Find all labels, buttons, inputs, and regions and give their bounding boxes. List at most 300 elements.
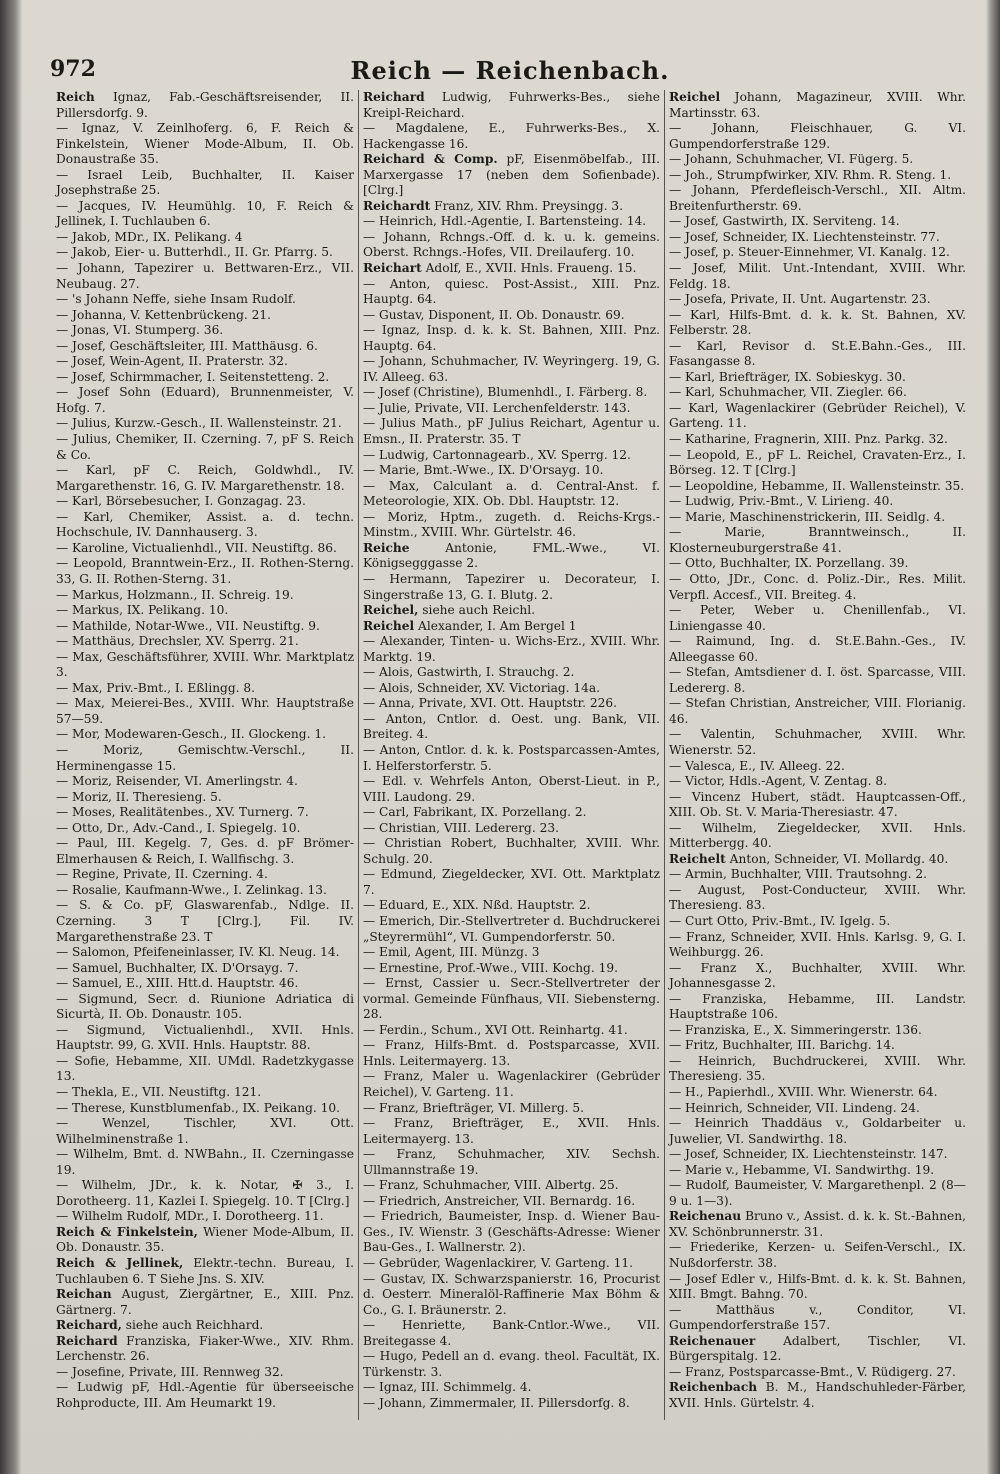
entry-text: — Karoline, Victualienhdl., VII. Neustiftg. 86. [56, 540, 337, 555]
directory-entry [363, 448, 660, 464]
entry-text: — Leopold, E., pF L. Reichel, Cravaten-Erz., I. Börseg. 12. T [Clrg.] [669, 447, 966, 478]
directory-entry [363, 619, 660, 635]
directory-entry [669, 572, 966, 603]
directory-entry [56, 1054, 354, 1085]
directory-entry [56, 354, 354, 370]
directory-entry [363, 541, 660, 572]
directory-entry [56, 696, 354, 727]
entry-text: — Valentin, Schuhmacher, XVIII. Whr. Wienerstr. 52. [669, 727, 966, 757]
directory-entry [669, 1147, 966, 1163]
entry-text: — Wenzel, Tischler, XVI. Ott. Wilhelminenstraße 1. [56, 1116, 354, 1146]
entry-surname: Reichel [363, 618, 415, 633]
directory-entry [363, 961, 660, 977]
entry-text: — Johann, Pferdefleisch-Verschl., XII. Altm. Breitenfurtherstr. 69. [669, 183, 966, 213]
entry-surname: Reiche [363, 540, 410, 555]
directory-entry [363, 1209, 660, 1256]
entry-text: Ludwig, Fuhrwerks-Bes., siehe Kreipl-Reichard. [363, 90, 660, 120]
directory-entry [363, 696, 660, 712]
directory-entry [363, 914, 660, 945]
entry-text: — Franz, Schneider, XVII. Hnls. Karlsg. 9, G. I. Weihburgg. 26. [669, 929, 966, 960]
directory-entry [56, 385, 354, 416]
entry-text: — Otto, JDr., Conc. d. Poliz.-Dir., Res. Milit. Verpfl. Accesf., VII. Breiteg. 4. [669, 571, 966, 602]
entry-text: — Anton, Cntlor. d. Oest. ung. Bank, VII. Breiteg. 4. [363, 711, 660, 742]
entry-text: — Karl, Schuhmacher, VII. Ziegler. 66. [669, 385, 907, 400]
entry-text: — Jonas, VI. Stumperg. 36. [56, 323, 224, 338]
entry-text: — Franz, Hilfs-Bmt. d. Postsparcasse, XVII. Hnls. Leitermayerg. 13. [363, 1038, 660, 1068]
directory-entry [363, 945, 660, 961]
directory-entry [363, 774, 660, 805]
directory-entry [56, 199, 354, 230]
entry-text: — Mor, Modewaren-Gesch., II. Glockeng. 1. [56, 727, 326, 742]
entry-text: Antonie, FML.-Wwe., VI. Königsegggasse 2. [363, 540, 660, 571]
entry-text: — Otto, Buchhalter, IX. Porzellang. 39. [669, 556, 909, 571]
directory-entry [669, 759, 966, 775]
directory-entry [56, 976, 354, 992]
entry-text: — August, Post-Conducteur, XVIII. Whr. Theresieng. 83. [669, 882, 966, 913]
entry-text: — Eduard, E., XIX. Nßd. Hauptstr. 2. [363, 898, 591, 913]
entry-text: — Heinrich, Schneider, VII. Lindeng. 24. [669, 1100, 920, 1115]
directory-entry [363, 1272, 660, 1319]
entry-text: — Christian Robert, Buchhalter, XVIII. Whr. Schulg. 20. [363, 836, 660, 866]
directory-entry [56, 168, 354, 199]
entry-surname: Reich & Finkelstein, [56, 1224, 198, 1239]
entry-text: — Leopold, Branntwein-Erz., II. Rothen-Sterng. 33, G. II. Rothen-Sterng. 31. [56, 556, 354, 586]
entry-text: — Franz, Maler u. Wagenlackirer (Gebrüder Reichel), V. Garteng. 11. [363, 1069, 660, 1099]
entry-text: — Fritz, Buchhalter, III. Barichg. 14. [669, 1038, 895, 1053]
entry-text: — Ludwig, Cartonnagearb., XV. Sperrg. 12. [363, 447, 631, 462]
entry-surname: Reichel [669, 90, 721, 104]
directory-entry [363, 1256, 660, 1272]
entry-text: — Gustav, IX. Schwarzspanierstr. 16, Procurist d. Oesterr. Mineralöl-Raffinerie Max Böhm & Co., G. I. Bräunerstr. 2. [363, 1271, 660, 1317]
directory-entry [669, 230, 966, 246]
directory-entry [363, 385, 660, 401]
directory-entry [363, 634, 660, 665]
entry-text: — Mathilde, Notar-Wwe., VII. Neustiftg. 9. [56, 618, 320, 633]
entry-text: — Ludwig pF, Hdl.-Agentie für überseeische Rohproducte, III. Am Heumarkt 19. [56, 1380, 354, 1410]
directory-entry [363, 1318, 660, 1349]
directory-entry [363, 1069, 660, 1100]
directory-entry [669, 992, 966, 1023]
directory-entry [669, 1272, 966, 1303]
entry-text: — Josefine, Private, III. Rennweg 32. [56, 1364, 284, 1379]
directory-entry [56, 867, 354, 883]
directory-entry [669, 90, 966, 121]
directory-entry [56, 1256, 354, 1287]
directory-entry [363, 479, 660, 510]
entry-surname: Reichenbach [669, 1380, 758, 1395]
directory-entry [56, 588, 354, 604]
directory-entry [56, 992, 354, 1023]
entry-text: — Julius, Kurzw.-Gesch., II. Wallensteinstr. 21. [56, 416, 342, 431]
entry-text: — Anton, Cntlor. d. k. k. Postsparcassen-Amtes, I. Helferstorferstr. 5. [363, 742, 660, 773]
entry-text: — Ignaz, V. Zeinlhoferg. 6, F. Reich & Finkelstein, Wiener Mode-Album, II. Ob. Donaustraße 35. [56, 121, 354, 167]
entry-text: — Moriz, Hptm., zugeth. d. Reichs-Krgs.-Minstm., XVIII. Whr. Gürtelstr. 46. [363, 509, 660, 540]
entry-text: — Franz, Briefträger, VI. Millerg. 5. [363, 1100, 585, 1115]
directory-entry [56, 121, 354, 168]
entry-text: — Samuel, E., XIII. Htt.d. Hauptstr. 46. [56, 976, 299, 991]
entry-text: — Ignaz, Insp. d. k. k. St. Bahnen, XIII. Pnz. Hauptg. 64. [363, 323, 660, 353]
entry-text: — Salomon, Pfeifeneinlasser, IV. Kl. Neug. 14. [56, 945, 340, 960]
directory-entry [363, 1116, 660, 1147]
entry-text: — Magdalene, E., Fuhrwerks-Bes., X. Hackengasse 16. [363, 121, 660, 151]
directory-entry [669, 308, 966, 339]
directory-entry [56, 1147, 354, 1178]
entry-text: Adolf, E., XVII. Hnls. Fraueng. 15. [421, 261, 637, 276]
entry-surname: Reichel, [363, 603, 419, 618]
entry-text: — Matthäus v., Conditor, VI. Gumpendorferstraße 157. [669, 1302, 966, 1333]
directory-entry [363, 743, 660, 774]
entry-text: — Josef, Wein-Agent, II. Praterstr. 32. [56, 354, 288, 369]
running-head-title: Reich — Reichenbach. [350, 56, 670, 85]
entry-text: — Friederike, Kerzen- u. Seifen-Verschl., IX. Nußdorferstr. 38. [669, 1240, 966, 1271]
directory-entry [56, 1225, 354, 1256]
entry-text: — Heinrich, Buchdruckerei, XVIII. Whr. Theresieng. 35. [669, 1053, 966, 1084]
directory-entry [363, 463, 660, 479]
entry-text: — Regine, Private, II. Czerning. 4. [56, 867, 268, 882]
directory-entry [669, 930, 966, 961]
directory-entry [56, 463, 354, 494]
entry-text: — Rudolf, Baumeister, V. Margarethenpl. 2 (8—9 u. 1—3). [669, 1178, 966, 1208]
directory-entry [669, 696, 966, 727]
directory-entry [669, 883, 966, 914]
entry-text: — Heinrich Thaddäus v., Goldarbeiter u. Juwelier, VI. Sandwirthg. 18. [669, 1116, 966, 1146]
entry-text: — 's Johann Neffe, siehe Insam Rudolf. [56, 292, 296, 307]
entry-text: — Raimund, Ing. d. St.E.Bahn.-Ges., IV. Alleegasse 60. [669, 634, 966, 664]
entry-text: — Hermann, Tapezirer u. Decorateur, I. Singerstraße 13, G. I. Blutg. 2. [363, 571, 660, 602]
directory-entry [363, 805, 660, 821]
entry-surname: Reichenauer [669, 1333, 756, 1348]
directory-entry [669, 1116, 966, 1147]
scan-edge-right [986, 0, 1000, 1474]
directory-entry [669, 727, 966, 758]
entry-text: — Moriz, Reisender, VI. Amerlingstr. 4. [56, 774, 298, 789]
directory-entry [56, 619, 354, 635]
directory-entry [363, 401, 660, 417]
directory-entry [363, 1023, 660, 1039]
entry-text: — Emil, Agent, III. Münzg. 3 [363, 945, 540, 960]
entry-text: — Julius, Chemiker, II. Czerning. 7, pF S. Reich & Co. [56, 432, 354, 462]
directory-entry [363, 1194, 660, 1210]
entry-text: — Hugo, Pedell an d. evang. theol. Facultät, IX. Türkenstr. 3. [363, 1349, 660, 1379]
directory-entry [669, 1038, 966, 1054]
directory-entry [363, 898, 660, 914]
entry-text: — Joh., Strumpfwirker, XIV. Rhm. R. Steng. 1. [669, 167, 952, 182]
entry-surname: Reich & Jellinek, [56, 1256, 184, 1271]
entry-text: — Anna, Private, XVI. Ott. Hauptstr. 226. [363, 696, 618, 711]
directory-entry [56, 230, 354, 246]
directory-entry [669, 774, 966, 790]
entry-text: — Israel Leib, Buchhalter, II. Kaiser Josephstraße 25. [56, 167, 354, 198]
column-3 [664, 90, 970, 1420]
directory-entry [669, 214, 966, 230]
directory-entry [56, 308, 354, 324]
entry-text: Wiener Mode-Album, II. Ob. Donaustr. 35. [56, 1224, 354, 1255]
entry-text: — Johann, Schuhmacher, VI. Fügerg. 5. [669, 152, 914, 167]
directory-entry [56, 1334, 354, 1365]
entry-text: — Josef, Geschäftsleiter, III. Matthäusg. 6. [56, 338, 318, 353]
directory-entry [363, 323, 660, 354]
entry-surname: Reichan [56, 1287, 112, 1302]
entry-text: Ignaz, Fab.-Geschäftsreisender, II. Pillersdorfg. 9. [56, 90, 354, 120]
entry-text: — Henriette, Bank-Cntlor.-Wwe., VII. Breitegasse 4. [363, 1318, 660, 1348]
column-1 [52, 90, 358, 1420]
directory-entry [669, 261, 966, 292]
directory-entry [669, 121, 966, 152]
page-header [50, 52, 970, 92]
entry-text: — Edl. v. Wehrfels Anton, Oberst-Lieut. in P., VIII. Laudong. 29. [363, 774, 660, 804]
entry-text: — Paul, III. Kegelg. 7, Ges. d. pF Brömer-Elmerhausen & Reich, I. Wallfischg. 3. [56, 836, 354, 866]
directory-entry [669, 1240, 966, 1271]
directory-entry [669, 152, 966, 168]
directory-entry [363, 230, 660, 261]
entry-text: — Franziska, Hebamme, III. Landstr. Hauptstraße 106. [669, 991, 966, 1022]
entry-text: — Markus, Holzmann., II. Schreig. 19. [56, 587, 294, 602]
entry-text: — Curt Otto, Priv.-Bmt., IV. Igelg. 5. [669, 913, 891, 928]
entry-text: — Christian, VIII. Ledererg. 23. [363, 820, 559, 835]
directory-entry [669, 385, 966, 401]
directory-entry [56, 603, 354, 619]
directory-entry [363, 1396, 660, 1412]
directory-entry [56, 945, 354, 961]
directory-entry [56, 245, 354, 261]
entry-text: — Marie, Bmt.-Wwe., IX. D'Orsayg. 10. [363, 463, 604, 478]
directory-entry [669, 1163, 966, 1179]
entry-text: — Stefan Christian, Anstreicher, VIII. Florianig. 46. [669, 696, 966, 726]
entry-text: — Ferdin., Schum., XVI Ott. Reinhartg. 41. [363, 1022, 628, 1037]
entry-text: — Marie, Branntweinsch., II. Klosterneuburgerstraße 41. [669, 525, 966, 555]
directory-entry [56, 743, 354, 774]
entry-text: — Josef, Schneider, IX. Liechtensteinstr. 77. [669, 229, 940, 244]
directory-entry [669, 1178, 966, 1209]
entry-text: Elektr.-techn. Bureau, I. Tuchlauben 6. T Siehe Jns. S. XIV. [56, 1256, 355, 1286]
directory-entry [56, 1365, 354, 1381]
entry-text: — Leopoldine, Hebamme, II. Wallensteinstr. 35. [669, 478, 965, 493]
directory-entry [669, 790, 966, 821]
entry-text: Franz, XIV. Rhm. Preysingg. 3. [430, 198, 624, 213]
directory-entry [56, 1287, 354, 1318]
entry-text: — Victor, Hdls.-Agent, V. Zentag. 8. [669, 774, 888, 789]
directory-entry [669, 1085, 966, 1101]
directory-columns [52, 90, 970, 1420]
entry-text: — Josef, p. Steuer-Einnehmer, VI. Kanalg. 12. [669, 245, 950, 260]
directory-entry [669, 292, 966, 308]
entry-surname: Reichard [363, 90, 425, 104]
entry-surname: Reichard, [56, 1318, 122, 1333]
directory-entry [669, 1054, 966, 1085]
entry-text: — Marie, Maschinenstrickerin, III. Seidlg. 4. [669, 509, 946, 524]
entry-text: — Josef, Schneider, IX. Liechtensteinstr. 147. [669, 1147, 948, 1162]
directory-entry [669, 556, 966, 572]
directory-entry [56, 727, 354, 743]
directory-entry [56, 650, 354, 681]
entry-text: — Franz, Schuhmacher, VIII. Albertg. 25. [363, 1178, 619, 1193]
entry-text: — Johanna, V. Kettenbrückeng. 21. [56, 307, 272, 322]
directory-entry [363, 603, 660, 619]
entry-text: — Peter, Weber u. Chenillenfab., VI. Liniengasse 40. [669, 603, 966, 633]
entry-text: — Alexander, Tinten- u. Wichs-Erz., XVIII. Whr. Marktg. 19. [363, 634, 660, 664]
entry-text: — Max, Meierei-Bes., XVIII. Whr. Hauptstraße 57—59. [56, 696, 354, 726]
page-number: 972 [50, 56, 96, 82]
scan-edge-left [0, 0, 22, 1474]
entry-text: — Julie, Private, VII. Lerchenfelderstr. 143. [363, 400, 631, 415]
entry-text: — Moriz, Gemischtw.-Verschl., II. Herminengasse 15. [56, 742, 354, 773]
entry-text: — Julius Math., pF Julius Reichart, Agentur u. Emsn., II. Praterstr. 35. T [363, 416, 660, 447]
directory-entry [669, 1209, 966, 1240]
directory-entry [56, 774, 354, 790]
directory-entry [363, 1380, 660, 1396]
directory-entry [56, 898, 354, 945]
entry-text: siehe auch Reichl. [418, 603, 535, 618]
directory-entry [363, 1178, 660, 1194]
directory-entry [363, 354, 660, 385]
entry-text: — Max, Calculant a. d. Central-Anst. f. Meteorologie, XIX. Ob. Dbl. Hauptstr. 12. [363, 478, 660, 509]
entry-text: — Karl, pF C. Reich, Goldwhdl., IV. Margarethenstr. 16, G. IV. Margarethenstr. 18. [56, 463, 354, 493]
directory-entry [363, 1147, 660, 1178]
entry-text: — Jakob, Eier- u. Butterhdl., II. Gr. Pfarrg. 5. [56, 245, 333, 260]
directory-entry [363, 510, 660, 541]
directory-entry [56, 1318, 354, 1334]
entry-text: — Matthäus, Drechsler, XV. Sperrg. 21. [56, 634, 299, 649]
directory-entry [669, 961, 966, 992]
entry-text: — Armin, Buchhalter, VIII. Trautsohng. 2. [669, 867, 928, 882]
directory-entry [363, 572, 660, 603]
directory-entry [56, 261, 354, 292]
entry-text: — Gustav, Disponent, II. Ob. Donaustr. 69. [363, 307, 625, 322]
directory-entry [363, 1038, 660, 1069]
directory-entry [669, 1101, 966, 1117]
entry-text: — Moses, Realitätenbes., XV. Turnerg. 7. [56, 805, 309, 820]
entry-text: — Max, Geschäftsführer, XVIII. Whr. Marktplatz 3. [56, 649, 354, 680]
directory-entry [363, 199, 660, 215]
entry-text: — Wilhelm, Bmt. d. NWBahn., II. Czerningasse 19. [56, 1147, 354, 1177]
entry-text: — Moriz, II. Theresieng. 5. [56, 789, 222, 804]
entry-text: — Franziska, E., X. Simmeringerstr. 136. [669, 1022, 922, 1037]
entry-surname: Reichart [363, 261, 422, 276]
entry-text: — Johann, Rchngs.-Off. d. k. u. k. gemeins. Oberst. Rchngs.-Hofes, VII. Dreilauferg. 10. [363, 229, 660, 260]
entry-text: — Emerich, Dir.-Stellvertreter d. Buchdruckerei „Steyrermühl“, VI. Gumpendorferstr. 50. [363, 913, 660, 944]
directory-entry [669, 494, 966, 510]
entry-text: — Alois, Schneider, XV. Victoriag. 14a. [363, 680, 601, 695]
directory-entry [669, 1023, 966, 1039]
directory-entry [56, 510, 354, 541]
entry-surname: Reichelt [669, 851, 726, 866]
directory-entry [363, 277, 660, 308]
entry-text: — Friedrich, Anstreicher, VII. Bernardg. 16. [363, 1193, 636, 1208]
entry-text: — Vincenz Hubert, städt. Hauptcassen-Off., XIII. Ob. St. V. Maria-Theresiastr. 47. [669, 789, 966, 820]
directory-entry [669, 1365, 966, 1381]
entry-text: — Josefa, Private, II. Unt. Augartenstr. 23. [669, 292, 931, 307]
entry-text: Adalbert, Tischler, VI. Bürgerspitalg. 12. [669, 1333, 966, 1364]
entry-text: — Katharine, Fragnerin, XIII. Pnz. Parkg. 32. [669, 432, 948, 447]
entry-text: Johann, Magazineur, XVIII. Whr. Martinsstr. 63. [669, 90, 966, 120]
entry-text: — Karl, Revisor d. St.E.Bahn.-Ges., III. Fasangasse 8. [669, 338, 966, 369]
directory-entry [363, 665, 660, 681]
directory-entry [56, 541, 354, 557]
directory-entry [669, 867, 966, 883]
entry-text: — Edmund, Ziegeldecker, XVI. Ott. Marktplatz 7. [363, 867, 660, 897]
directory-entry [669, 183, 966, 214]
directory-entry [669, 1380, 966, 1411]
directory-entry [56, 821, 354, 837]
directory-entry [669, 168, 966, 184]
entry-text: — Franz X., Buchhalter, XVIII. Whr. Johannesgasse 2. [669, 960, 966, 991]
directory-entry [669, 448, 966, 479]
directory-entry [363, 867, 660, 898]
entry-text: Anton, Schneider, VI. Mollardg. 40. [725, 851, 949, 866]
entry-text: — Therese, Kunstblumenfab., IX. Peikang. 10. [56, 1100, 340, 1115]
entry-text: — Carl, Fabrikant, IX. Porzellang. 2. [363, 805, 587, 820]
directory-entry [363, 308, 660, 324]
entry-text: — Ludwig, Priv.-Bmt., V. Lirieng. 40. [669, 494, 894, 509]
directory-entry [363, 1101, 660, 1117]
entry-text: — Gebrüder, Wagenlackirer, V. Garteng. 11. [363, 1256, 634, 1271]
directory-entry [56, 494, 354, 510]
directory-entry [669, 432, 966, 448]
directory-entry [56, 805, 354, 821]
entry-text: — Karl, Wagenlackirer (Gebrüder Reichel), V. Garteng. 11. [669, 400, 966, 431]
entry-text: Alexander, I. Am Bergel 1 [414, 618, 577, 633]
entry-text: — Sofie, Hebamme, XII. UMdl. Radetzkygasse 13. [56, 1053, 354, 1084]
directory-entry [669, 339, 966, 370]
entry-text: — Markus, IX. Pelikang. 10. [56, 603, 229, 618]
directory-entry [56, 90, 354, 121]
directory-entry [56, 416, 354, 432]
directory-entry [56, 556, 354, 587]
entry-text: — Marie v., Hebamme, VI. Sandwirthg. 19. [669, 1162, 935, 1177]
entry-text: — S. & Co. pF, Glaswarenfab., Ndlge. II. Czerning. 3 T [Clrg.], Fil. IV. Margarethenstraße 23. T [56, 898, 354, 944]
directory-entry [363, 261, 660, 277]
directory-entry [56, 1101, 354, 1117]
directory-entry [56, 634, 354, 650]
entry-text: — Josef, Gastwirth, IX. Serviteng. 14. [669, 214, 900, 229]
directory-entry [363, 712, 660, 743]
entry-surname: Reichard & Comp. [363, 152, 498, 167]
entry-text: — Franz, Briefträger, E., XVII. Hnls. Leitermayerg. 13. [363, 1116, 660, 1146]
entry-text: — Ernst, Cassier u. Secr.-Stellvertreter der vormal. Gemeinde Fünfhaus, VII. Siebensterng. 28. [363, 976, 660, 1022]
directory-entry [669, 914, 966, 930]
entry-surname: Reichard [56, 1333, 118, 1348]
directory-entry [56, 681, 354, 697]
entry-text: — Thekla, E., VII. Neustiftg. 121. [56, 1085, 262, 1099]
entry-text: — Jacques, IV. Heumühlg. 10, F. Reich & Jellinek, I. Tuchlauben 6. [56, 198, 354, 229]
entry-surname: Reich [56, 90, 95, 104]
directory-entry [363, 681, 660, 697]
entry-text: — Valesca, E., IV. Alleeg. 22. [669, 758, 845, 773]
entry-text: — Ernestine, Prof.-Wwe., VIII. Kochg. 19. [363, 960, 618, 975]
entry-text: — Wilhelm Rudolf, MDr., I. Dorotheerg. 11. [56, 1209, 324, 1224]
directory-entry [56, 961, 354, 977]
entry-text: — Johann, Schuhmacher, IV. Weyringerg. 19, G. IV. Alleeg. 63. [363, 354, 660, 384]
directory-entry [669, 370, 966, 386]
directory-entry [56, 432, 354, 463]
directory-entry [56, 339, 354, 355]
directory-entry [363, 416, 660, 447]
entry-surname: Reichardt [363, 198, 431, 213]
entry-surname: Reichenau [669, 1209, 742, 1224]
entry-text: — Karl, Briefträger, IX. Sobieskyg. 30. [669, 369, 906, 384]
directory-entry [669, 665, 966, 696]
directory-entry [669, 1334, 966, 1365]
directory-entry [363, 821, 660, 837]
directory-entry [363, 836, 660, 867]
directory-entry [669, 821, 966, 852]
directory-entry [56, 1023, 354, 1054]
directory-entry [363, 1349, 660, 1380]
directory-entry [56, 292, 354, 308]
entry-text: — Franz, Postsparcasse-Bmt., V. Rüdigerg. 27. [669, 1364, 956, 1379]
entry-text: — Jakob, MDr., IX. Pelikang. 4 [56, 229, 243, 244]
directory-entry [56, 790, 354, 806]
